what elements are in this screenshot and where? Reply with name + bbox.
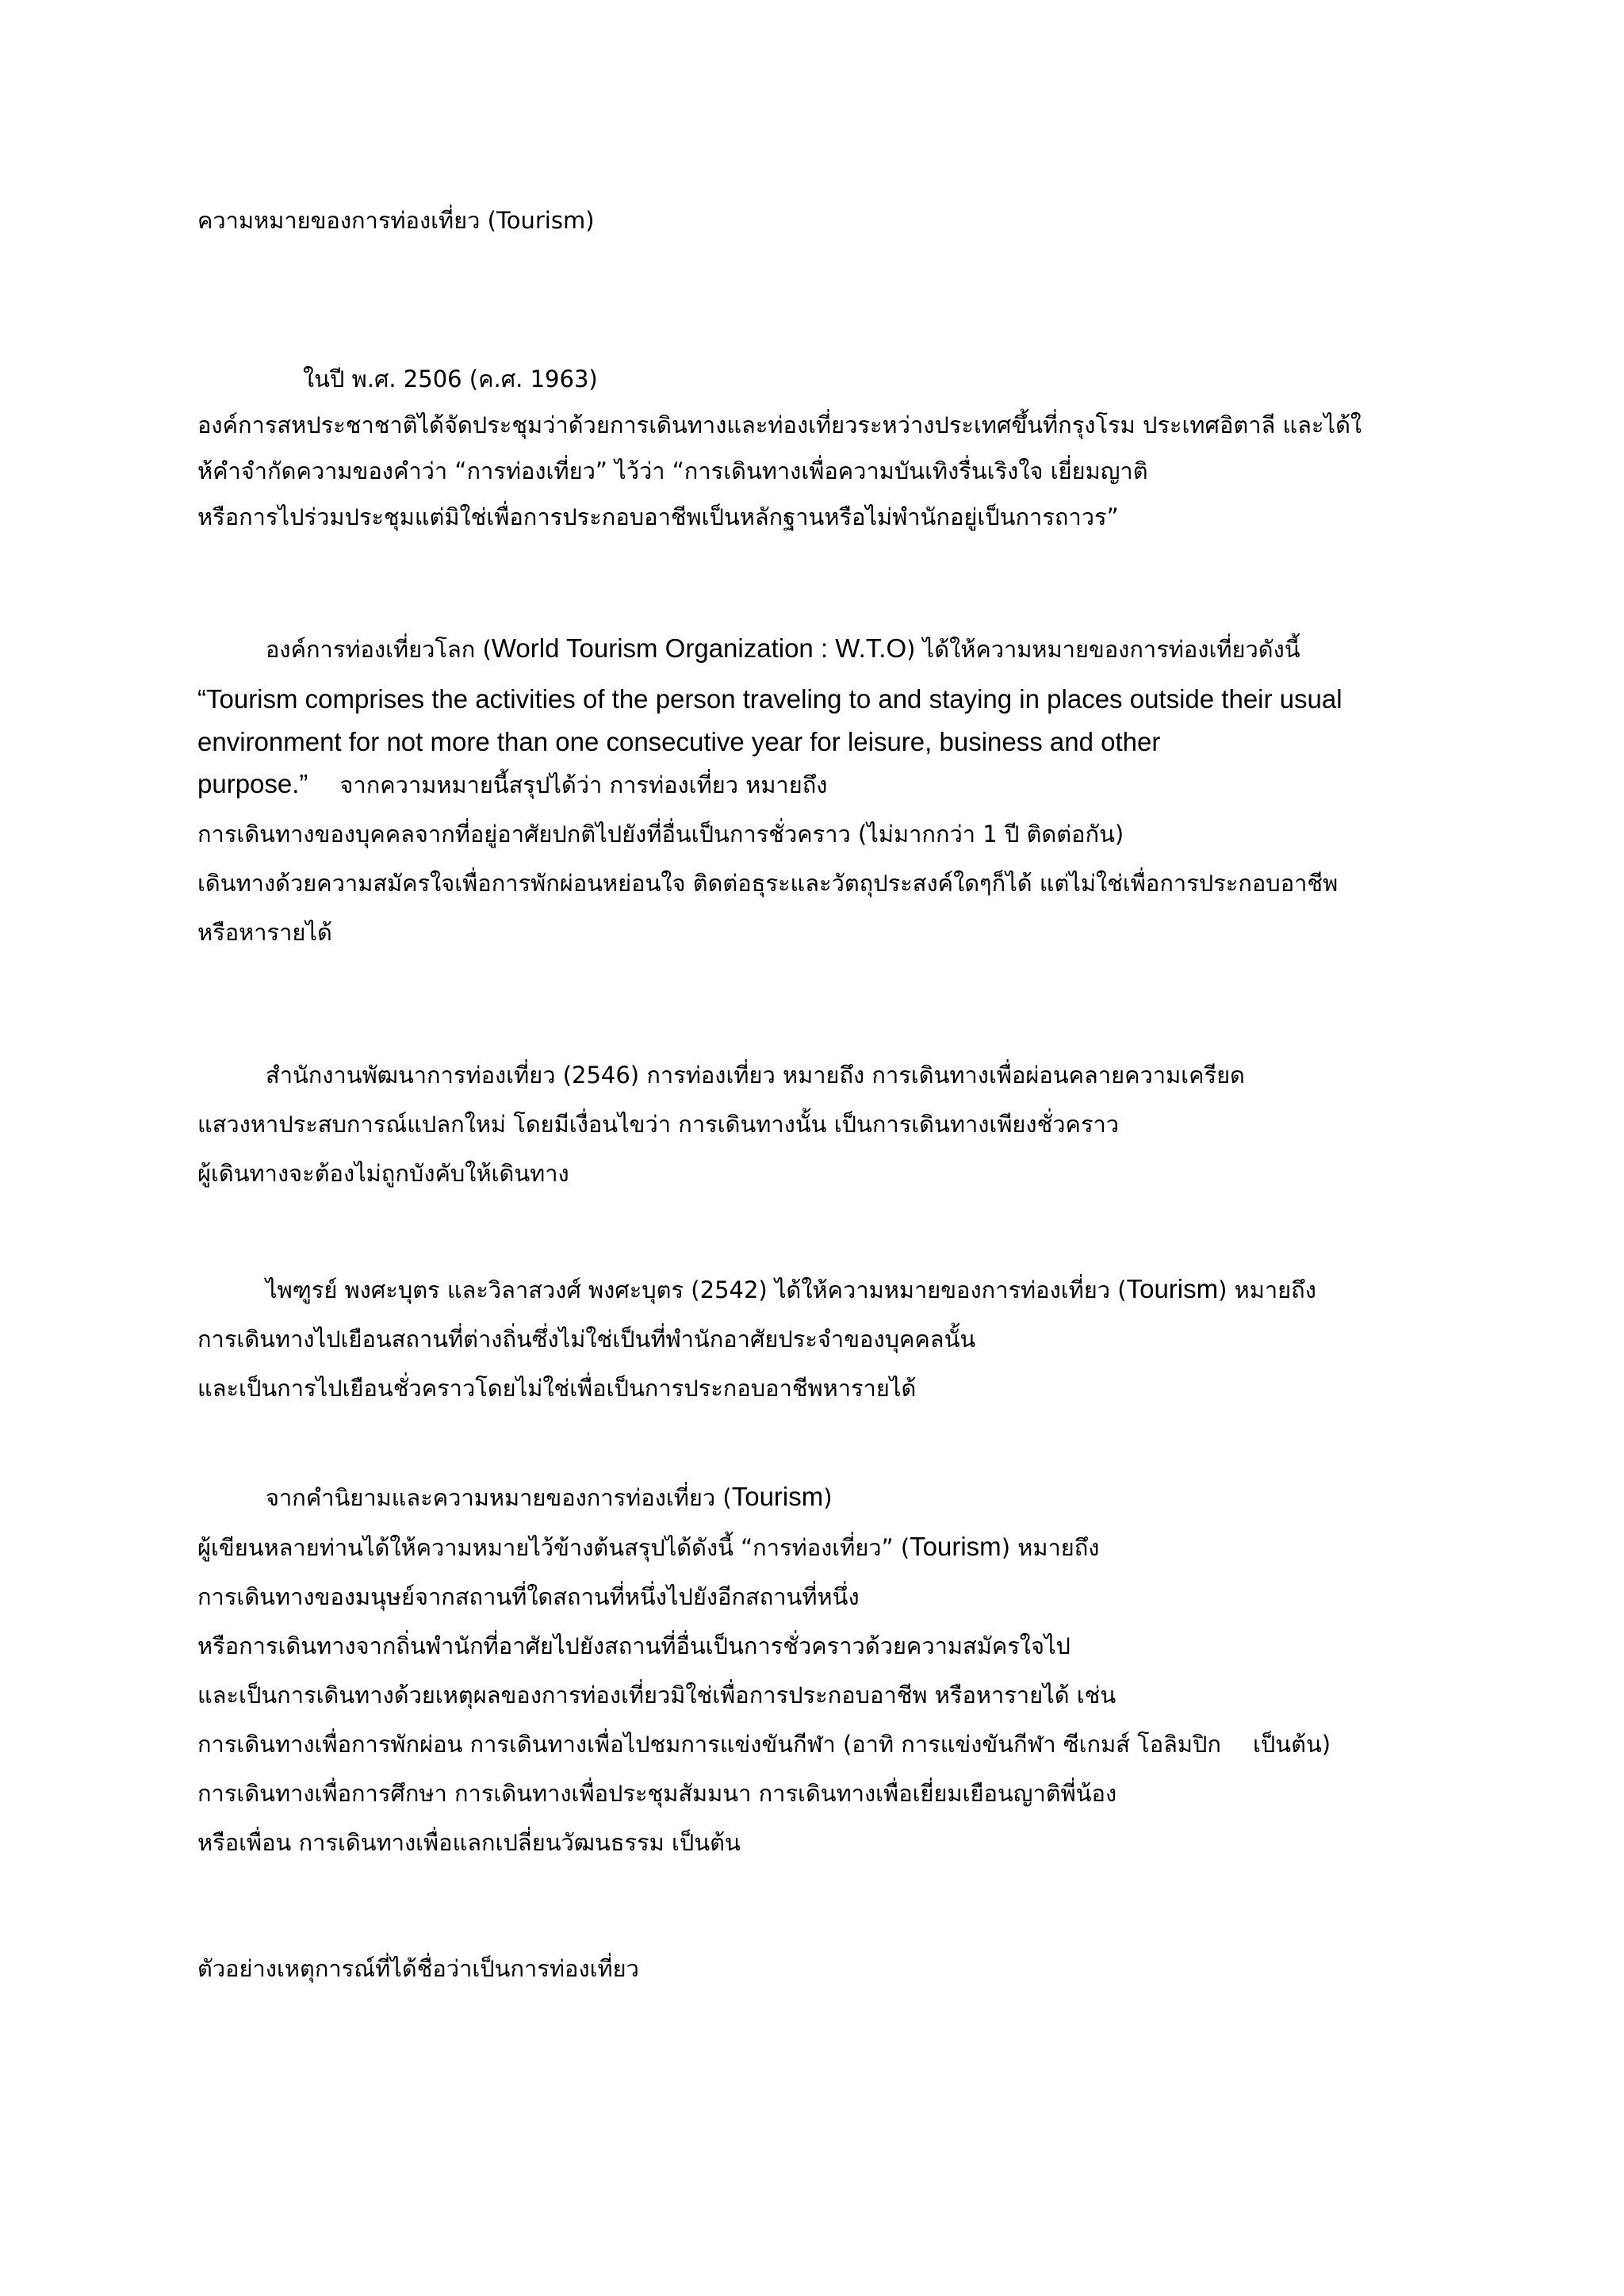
title-text: ความหมายของการท่องเที่ยว (Tourism) xyxy=(197,207,595,234)
paragraph-text: จากคำนิยามและความหมายของการท่องเที่ยว ( xyxy=(266,1484,732,1511)
paragraph-line xyxy=(197,770,1434,799)
paragraph-text: ) xyxy=(823,1484,833,1511)
paragraph-line: หรือการเดินทางจากถิ่นพำนักที่อาศัยไปยังสถานที่อื่นเป็นการชั่วคราวด้วยความสมัครใจไป xyxy=(197,1632,1071,1659)
english-term: Tourism xyxy=(910,1532,1002,1561)
closing-heading xyxy=(197,1954,1434,1983)
paragraph-text: เป็นต้น) xyxy=(1252,1731,1331,1758)
english-term: Tourism xyxy=(1126,1274,1219,1303)
organization-name: World Tourism Organization : W.T.O xyxy=(491,633,907,663)
paragraph-line xyxy=(197,1533,1434,1562)
paragraph-line xyxy=(197,1730,1434,1758)
paragraph-text: ) ได้ให้ความหมายของการท่องเที่ยวดังนี้ xyxy=(906,636,1300,663)
paragraph-author-definition xyxy=(197,1275,1434,1402)
paragraph-line: เดินทางด้วยความสมัครใจเพื่อการพักผ่อนหย่อนใจ ติดต่อธุระและวัตถุประสงค์ใดๆก็ได้ แต่ไม่ใช่เพื่อการประกอบอาชีพ xyxy=(197,870,1339,897)
paragraph-line xyxy=(197,634,1434,664)
closing-text: ตัวอย่างเหตุการณ์ที่ได้ชื่อว่าเป็นการท่องเที่ยว xyxy=(197,1955,639,1982)
paragraph-text: ) หมายถึง xyxy=(1218,1276,1316,1303)
paragraph-line xyxy=(197,1483,1434,1512)
paragraph-text: องค์การท่องเที่ยวโลก ( xyxy=(266,636,492,663)
paragraph-text: ) หมายถึง xyxy=(1001,1534,1100,1561)
paragraph-line: และเป็นการไปเยือนชั่วคราวโดยไม่ใช่เพื่อเป็นการประกอบอาชีพหารายได้ xyxy=(197,1375,917,1402)
paragraph-line: หรือหารายได้ xyxy=(197,919,332,946)
paragraph-line: และเป็นการเดินทางด้วยเหตุผลของการท่องเที่ยวมิใช่เพื่อการประกอบอาชีพ หรือหารายได้ เช่น xyxy=(197,1682,1116,1709)
english-term: Tourism xyxy=(731,1482,824,1511)
paragraph-text: การเดินทางเพื่อการพักผ่อน การเดินทางเพื่อไปชมการแข่งขันกีฬา (อาทิ การแข่งขันกีฬา ซีเกมส์ โอลิมปิก xyxy=(197,1731,1221,1758)
paragraph-text: ไพฑูรย์ พงศะบุตร และวิลาสวงศ์ พงศะบุตร (2542) ได้ให้ความหมายของการท่องเที่ยว ( xyxy=(266,1276,1127,1303)
paragraph-tat-definition xyxy=(197,1061,1434,1188)
paragraph-summary xyxy=(197,1483,1434,1857)
english-quote-line: “Tourism comprises the activities of the person traveling to and staying in places outside their usual xyxy=(197,684,1342,714)
document-title xyxy=(197,206,1434,235)
paragraph-line: ห้คำจำกัดความของคำว่า “การท่องเที่ยว” ไว้ว่า “การเดินทางเพื่อความบันเทิงรื่นเริงใจ เยี่ยมญาติ xyxy=(197,457,1148,484)
paragraph-line: การเดินทางของบุคคลจากที่อยู่อาศัยปกติไปยังที่อื่นเป็นการชั่วคราว (ไม่มากกว่า 1 ปี ติดต่อกัน) xyxy=(197,821,1124,848)
paragraph-line: หรือการไปร่วมประชุมแต่มิใช่เพื่อการประกอบอาชีพเป็นหลักฐานหรือไม่พำนักอยู่เป็นการถาวร” xyxy=(197,503,1119,530)
english-quote-line: environment for not more than one consecutive year for leisure, business and other xyxy=(197,727,1161,756)
paragraph-wto-definition xyxy=(197,634,1434,947)
paragraph-line: ในปี พ.ศ. 2506 (ค.ศ. 1963) xyxy=(303,365,598,392)
paragraph-line: ผู้เดินทางจะต้องไม่ถูกบังคับให้เดินทาง xyxy=(197,1160,569,1187)
paragraph-line xyxy=(197,1275,1434,1304)
paragraph-line: องค์การสหประชาชาติได้จัดประชุมว่าด้วยการเดินทางและท่องเที่ยวระหว่างประเทศขึ้นที่กรุงโรม ประเทศอิตาลี และได้ใ xyxy=(197,411,1362,438)
paragraph-line: แสวงหาประสบการณ์แปลกใหม่ โดยมีเงื่อนไขว่า การเดินทางนั้น เป็นการเดินทางเพียงชั่วคราว xyxy=(197,1111,1120,1138)
paragraph-line: การเดินทางเพื่อการศึกษา การเดินทางเพื่อประชุมสัมมนา การเดินทางเพื่อเยี่ยมเยือนญาติพี่น้อง xyxy=(197,1780,1117,1807)
paragraph-line: การเดินทางไปเยือนสถานที่ต่างถิ่นซึ่งไม่ใช่เป็นที่พำนักอาศัยประจำของบุคคลนั้น xyxy=(197,1326,976,1353)
paragraph-text: จากความหมายนี้สรุปได้ว่า การท่องเที่ยว หมายถึง xyxy=(339,771,828,798)
paragraph-line: สำนักงานพัฒนาการท่องเที่ยว (2546) การท่องเที่ยว หมายถึง การเดินทางเพื่อผ่อนคลายความเครียด xyxy=(266,1062,1245,1089)
paragraph-text: ผู้เขียนหลายท่านได้ให้ความหมายไว้ข้างต้นสรุปได้ดังนี้ “การท่องเที่ยว” ( xyxy=(197,1534,910,1561)
english-quote-end: purpose.” xyxy=(197,769,308,798)
paragraph-line: หรือเพื่อน การเดินทางเพื่อแลกเปลี่ยนวัฒนธรรม เป็นต้น xyxy=(197,1829,741,1856)
paragraph-un-definition xyxy=(197,365,1434,531)
paragraph-line: การเดินทางของมนุษย์จากสถานที่ใดสถานที่หนึ่งไปยังอีกสถานที่หนึ่ง xyxy=(197,1583,860,1610)
